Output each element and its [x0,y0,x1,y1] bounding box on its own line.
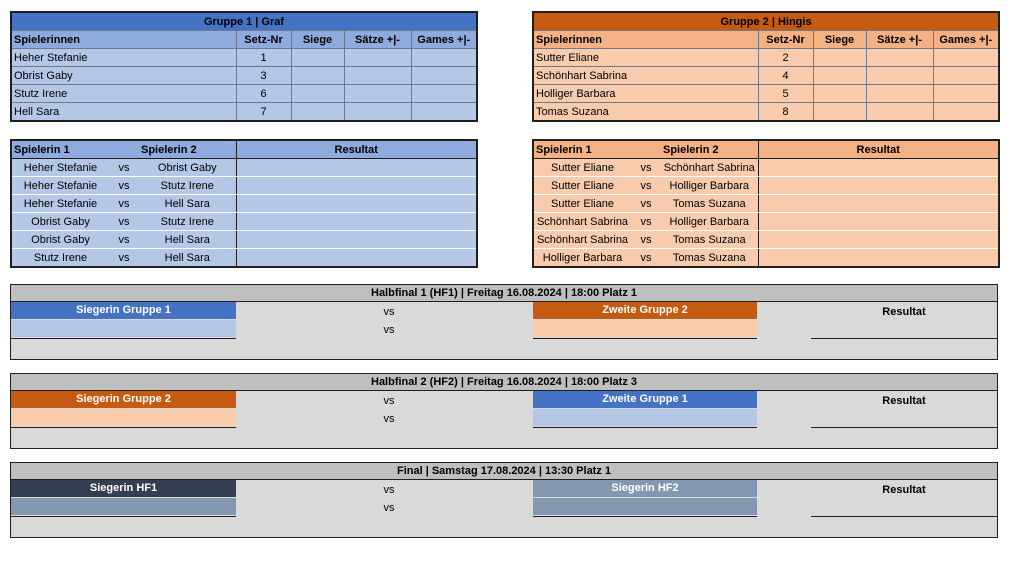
match-vs: vs [109,177,139,195]
match-player1: Holliger Barbara [533,249,631,268]
match-vs: vs [109,195,139,213]
col-header-player1: Spielerin 1 [11,140,109,159]
table-row [11,177,477,195]
col-header-games: Games +|- [933,31,999,49]
match-player1: Obrist Gaby [11,213,109,231]
col-header-wins: Siege [291,31,344,49]
table-row [533,231,999,249]
match-result-cell[interactable] [236,177,477,195]
semifinal1-title: Halbfinal 1 (HF1) | Freitag 16.08.2024 | 18:00 Platz 1 [11,285,997,302]
match-player2: Holliger Barbara [661,177,758,195]
wins-cell[interactable] [813,67,866,85]
games-cell[interactable] [933,67,999,85]
table-row [11,103,477,122]
match-player1: Obrist Gaby [11,231,109,249]
match-player2: Obrist Gaby [139,159,236,177]
games-cell[interactable] [933,49,999,67]
semifinal2-vs: vs [383,395,395,407]
match-player2: Hell Sara [139,249,236,268]
semifinal1-result-label: Resultat [882,306,926,318]
match-result-cell[interactable] [758,249,999,268]
player-seed: 7 [236,103,291,122]
wins-cell[interactable] [813,85,866,103]
semifinal1-left-slot: Siegerin Gruppe 1 [11,302,236,319]
games-cell[interactable] [411,103,477,122]
final-vs: vs [383,502,395,514]
match-player1: Sutter Eliane [533,177,631,195]
group2-title: Gruppe 2 | Hingis [533,12,999,31]
table-row [533,49,999,67]
col-header-wins: Siege [813,31,866,49]
match-player2: Hell Sara [139,231,236,249]
semifinal1-left-player-field[interactable] [11,320,236,337]
player-name: Holliger Barbara [533,85,758,103]
semifinal2-title: Halbfinal 2 (HF2) | Freitag 16.08.2024 | 18:00 Platz 3 [11,374,997,391]
col-header-player1: Spielerin 1 [533,140,631,159]
col-header-sets: Sätze +|- [344,31,411,49]
player-name: Hell Sara [11,103,236,122]
wins-cell[interactable] [291,85,344,103]
final-title: Final | Samstag 17.08.2024 | 13:30 Platz 1 [11,463,997,480]
sets-cell[interactable] [866,49,933,67]
col-header-sets: Sätze +|- [866,31,933,49]
games-cell[interactable] [411,85,477,103]
player-name: Obrist Gaby [11,67,236,85]
semifinal1-vs: vs [383,324,395,336]
semifinal2-box [10,373,998,449]
wins-cell[interactable] [291,67,344,85]
match-vs: vs [631,195,661,213]
semifinal2-right-player-field[interactable] [533,409,757,426]
match-result-cell[interactable] [758,231,999,249]
player-seed: 6 [236,85,291,103]
final-left-slot: Siegerin HF1 [11,480,236,497]
match-vs: vs [631,231,661,249]
group1-matches-table [10,139,478,268]
match-player1: Sutter Eliane [533,159,631,177]
sets-cell[interactable] [344,85,411,103]
semifinal2-vs: vs [383,413,395,425]
group2-matches-table [532,139,1000,268]
semifinal2-right-slot: Zweite Gruppe 1 [533,391,757,408]
match-player1: Schönhart Sabrina [533,213,631,231]
match-player2: Tomas Suzana [661,231,758,249]
wins-cell[interactable] [813,103,866,122]
match-vs: vs [109,213,139,231]
table-row [11,67,477,85]
player-seed: 5 [758,85,813,103]
player-name: Sutter Eliane [533,49,758,67]
match-result-cell[interactable] [758,177,999,195]
col-header-games: Games +|- [411,31,477,49]
table-row [11,159,477,177]
match-vs: vs [109,249,139,268]
final-vs: vs [383,484,395,496]
table-row [533,103,999,122]
semifinal1-right-slot: Zweite Gruppe 2 [533,302,757,319]
final-right-player-field[interactable] [533,498,757,515]
semifinal2-left-player-field[interactable] [11,409,236,426]
player-name: Stutz Irene [11,85,236,103]
col-header-players: Spielerinnen [11,31,236,49]
match-player2: Stutz Irene [139,177,236,195]
player-name: Heher Stefanie [11,49,236,67]
sets-cell[interactable] [866,103,933,122]
match-player1: Stutz Irene [11,249,109,268]
wins-cell[interactable] [813,49,866,67]
player-name: Schönhart Sabrina [533,67,758,85]
group2-standings-table [532,11,1000,122]
match-player1: Sutter Eliane [533,195,631,213]
semifinal2-result-label: Resultat [882,395,926,407]
games-cell[interactable] [411,49,477,67]
match-player2: Holliger Barbara [661,213,758,231]
table-row [11,213,477,231]
match-player2: Tomas Suzana [661,249,758,268]
match-player1: Heher Stefanie [11,159,109,177]
table-row [11,195,477,213]
sets-cell[interactable] [866,67,933,85]
wins-cell[interactable] [291,103,344,122]
match-player2: Tomas Suzana [661,195,758,213]
match-result-cell[interactable] [236,159,477,177]
wins-cell[interactable] [291,49,344,67]
sets-cell[interactable] [344,49,411,67]
match-vs: vs [631,177,661,195]
table-row [11,249,477,268]
semifinal1-right-player-field[interactable] [533,320,757,337]
match-result-cell[interactable] [758,159,999,177]
semifinal2-left-slot: Siegerin Gruppe 2 [11,391,236,408]
table-row [11,49,477,67]
table-row [533,177,999,195]
match-player1: Heher Stefanie [11,177,109,195]
col-header-players: Spielerinnen [533,31,758,49]
col-header-result: Resultat [236,140,477,159]
match-player1: Schönhart Sabrina [533,231,631,249]
col-header-result: Resultat [758,140,999,159]
group1-standings-table [10,11,478,122]
table-row [533,67,999,85]
match-result-cell[interactable] [758,195,999,213]
match-result-cell[interactable] [236,213,477,231]
games-cell[interactable] [411,67,477,85]
sets-cell[interactable] [866,85,933,103]
player-seed: 3 [236,67,291,85]
player-seed: 4 [758,67,813,85]
match-result-cell[interactable] [236,231,477,249]
sets-cell[interactable] [344,103,411,122]
final-box [10,462,998,538]
games-cell[interactable] [933,103,999,122]
col-header-player2: Spielerin 2 [661,140,758,159]
player-seed: 8 [758,103,813,122]
col-header-seed: Setz-Nr [236,31,291,49]
match-player1: Heher Stefanie [11,195,109,213]
final-right-slot: Siegerin HF2 [533,480,757,497]
col-header-player2: Spielerin 2 [139,140,236,159]
match-vs: vs [631,213,661,231]
player-seed: 2 [758,49,813,67]
table-row [533,195,999,213]
player-seed: 1 [236,49,291,67]
match-vs: vs [631,249,661,268]
table-row [533,159,999,177]
table-row [533,249,999,268]
match-result-cell[interactable] [758,213,999,231]
table-row [533,85,999,103]
table-row [11,85,477,103]
match-player2: Schönhart Sabrina [661,159,758,177]
match-vs: vs [109,159,139,177]
table-row [11,231,477,249]
sets-cell[interactable] [344,67,411,85]
match-player2: Stutz Irene [139,213,236,231]
match-vs: vs [109,231,139,249]
col-header-seed: Setz-Nr [758,31,813,49]
match-player2: Hell Sara [139,195,236,213]
group1-title: Gruppe 1 | Graf [11,12,477,31]
player-name: Tomas Suzana [533,103,758,122]
final-result-label: Resultat [882,484,926,496]
final-left-player-field[interactable] [11,498,236,515]
table-row [533,213,999,231]
semifinal1-vs: vs [383,306,395,318]
games-cell[interactable] [933,85,999,103]
match-result-cell[interactable] [236,249,477,268]
match-vs: vs [631,159,661,177]
match-result-cell[interactable] [236,195,477,213]
semifinal1-box [10,284,998,360]
